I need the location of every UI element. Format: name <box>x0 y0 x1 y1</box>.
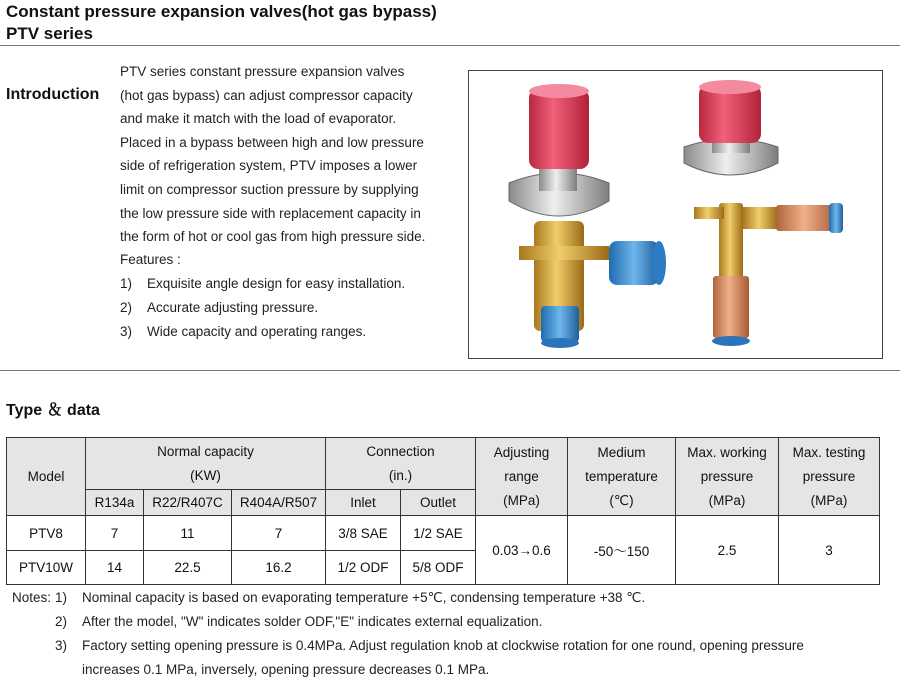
cell-r404a: 16.2 <box>232 551 326 585</box>
specification-table <box>6 437 880 585</box>
note-item <box>55 590 645 606</box>
header-model: Model <box>7 438 86 516</box>
intro-line: the form of hot or cool gas from high pressure side. <box>120 229 426 245</box>
header-normal-capacity <box>86 438 326 490</box>
header-r404a: R404A/R507 <box>232 490 326 516</box>
product-photo <box>468 70 883 359</box>
cell-medium-temperature: -50～150 <box>568 516 676 585</box>
introduction-heading: Introduction <box>6 86 100 103</box>
cell-r134a: 7 <box>86 516 144 551</box>
cell-r22: 22.5 <box>144 551 232 585</box>
header-r134a: R134a <box>86 490 144 516</box>
header-medium-temperature <box>568 438 676 516</box>
intro-line: and make it match with the load of evaporator. <box>120 111 397 127</box>
section-divider <box>0 370 900 371</box>
header-text: Medium <box>597 444 646 460</box>
header-text: Normal capacity <box>157 443 254 459</box>
cell-max-working-pressure: 2.5 <box>676 516 779 585</box>
header-divider <box>0 45 900 46</box>
intro-line: Placed in a bypass between high and low pressure <box>120 134 424 150</box>
cell-adjusting-range: 0.03→0.6 <box>476 516 568 585</box>
note-item <box>55 638 804 653</box>
intro-line: the low pressure side with replacement capacity in <box>120 205 421 221</box>
header-unit: (in.) <box>388 467 413 483</box>
header-text: temperature <box>585 468 658 484</box>
feature-text: Wide capacity and operating ranges. <box>147 324 367 339</box>
feature-text: Exquisite angle design for easy installation. <box>147 276 406 291</box>
feature-item <box>120 324 366 339</box>
feature-number: 2) <box>120 300 133 315</box>
header-text: Max. working <box>687 444 767 460</box>
features-label: Features : <box>120 252 181 267</box>
header-connection <box>326 438 476 490</box>
header-text: range <box>504 468 539 484</box>
note-number: 1) <box>55 590 68 605</box>
intro-line: (hot gas bypass) can adjust compressor capacity <box>120 87 413 103</box>
type-data-heading: Type ＆ data <box>6 402 100 419</box>
cell-model: PTV10W <box>7 551 86 585</box>
page-title: Constant pressure expansion valves(hot gas bypass) <box>6 2 437 21</box>
header-text: pressure <box>802 468 856 484</box>
table-row <box>7 516 880 551</box>
notes-label: Notes: <box>12 590 52 605</box>
feature-number: 3) <box>120 324 133 339</box>
cell-max-testing-pressure: 3 <box>779 516 880 585</box>
feature-number: 1) <box>120 276 133 291</box>
page-subtitle: PTV series <box>6 24 93 43</box>
intro-line: PTV series constant pressure expansion valves <box>120 64 405 79</box>
note-item <box>55 614 542 629</box>
header-r22: R22/R407C <box>144 490 232 516</box>
note-text: After the model, "W" indicates solder ODF,"E" indicates external equalization. <box>82 614 543 629</box>
header-inlet: Inlet <box>326 490 401 516</box>
cell-outlet: 1/2 SAE <box>401 516 476 551</box>
header-text: pressure <box>700 468 754 484</box>
cell-inlet: 3/8 SAE <box>326 516 401 551</box>
header-unit: (KW) <box>190 467 221 483</box>
feature-item <box>120 276 405 291</box>
note-number: 3) <box>55 638 68 653</box>
left-valve <box>509 84 666 348</box>
intro-line: side of refrigeration system, PTV imposes a lower <box>120 158 418 174</box>
header-outlet: Outlet <box>401 490 476 516</box>
cell-model: PTV8 <box>7 516 86 551</box>
right-valve <box>684 80 843 346</box>
introduction-paragraph <box>120 60 433 249</box>
header-unit: (MPa) <box>810 492 848 508</box>
header-unit: (MPa) <box>503 492 540 508</box>
note-continuation: increases 0.1 MPa, inversely, opening pressure decreases 0.1 MPa. <box>82 662 490 677</box>
feature-item <box>120 300 318 315</box>
cell-inlet: 1/2 ODF <box>326 551 401 585</box>
intro-line: limit on compressor suction pressure by supplying <box>120 181 419 197</box>
note-item <box>12 590 51 605</box>
note-number: 2) <box>55 614 68 629</box>
header-unit: (℃) <box>609 492 634 508</box>
feature-text: Accurate adjusting pressure. <box>147 300 319 315</box>
header-unit: (MPa) <box>708 492 746 508</box>
cell-r22: 11 <box>144 516 232 551</box>
cell-r404a: 7 <box>232 516 326 551</box>
header-max-testing-pressure <box>779 438 880 516</box>
cell-r134a: 14 <box>86 551 144 585</box>
header-max-working-pressure <box>676 438 779 516</box>
header-text: Max. testing <box>792 444 866 460</box>
header-adjusting-range <box>476 438 568 516</box>
cell-outlet: 5/8 ODF <box>401 551 476 585</box>
header-text: Adjusting <box>493 444 550 460</box>
header-text: Connection <box>366 443 435 459</box>
note-text: Nominal capacity is based on evaporating temperature +5℃, condensing temperature +38 ℃. <box>82 590 646 605</box>
valve-illustration <box>469 71 882 358</box>
note-text: Factory setting opening pressure is 0.4MPa. Adjust regulation knob at clockwise rotation for one round, opening pressure <box>82 638 804 653</box>
